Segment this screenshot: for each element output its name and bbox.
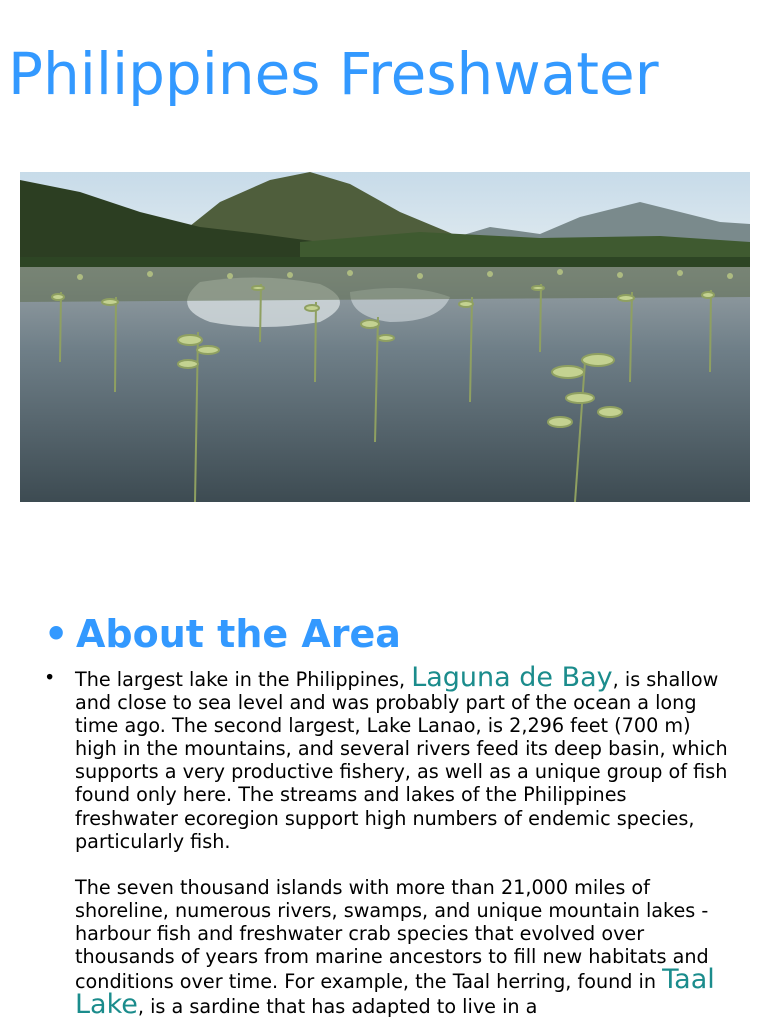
bullet: •	[44, 612, 69, 656]
paragraph-2-text-start: The seven thousand islands with more than 21,000 miles of shoreline, numerous rivers, swamps, and unique mountain lakes - harbour fish and freshwater crab species that evolved over thousands of years from marine ancestors to fill new habitats and conditions over time. For example, the Taal herring, found in	[75, 875, 709, 994]
paragraph-2-text-end: , is a sardine that has adapted to live in a	[137, 995, 538, 1019]
section-heading	[44, 606, 401, 662]
paragraph-1-text-end: , is shallow and close to sea level and was probably part of the ocean a long time ago. The second largest, Lake Lanao, is 2,296 feet (700 m) high in the mountains, and several rivers feed its deep basin, which supports a very productive fishery, as well as a unique group of fish found only here. The streams and lakes of the Philippines freshwater ecoregion support high numbers of endemic species, particularly fish.	[75, 668, 728, 853]
laguna-de-bay-link[interactable]: Laguna de Bay	[411, 662, 613, 693]
lake-photo	[20, 172, 750, 502]
paragraph-2	[44, 876, 734, 1019]
bullet: •	[44, 666, 56, 689]
body-text	[44, 662, 734, 1021]
taal-lake-link[interactable]: Taal Lake	[75, 964, 715, 1021]
page-title: Philippines Freshwater	[8, 40, 659, 108]
paragraph-1	[44, 662, 734, 853]
paragraph-1-text-start: The largest lake in the Philippines,	[75, 668, 412, 691]
section-heading-text: About the Area	[76, 612, 401, 656]
